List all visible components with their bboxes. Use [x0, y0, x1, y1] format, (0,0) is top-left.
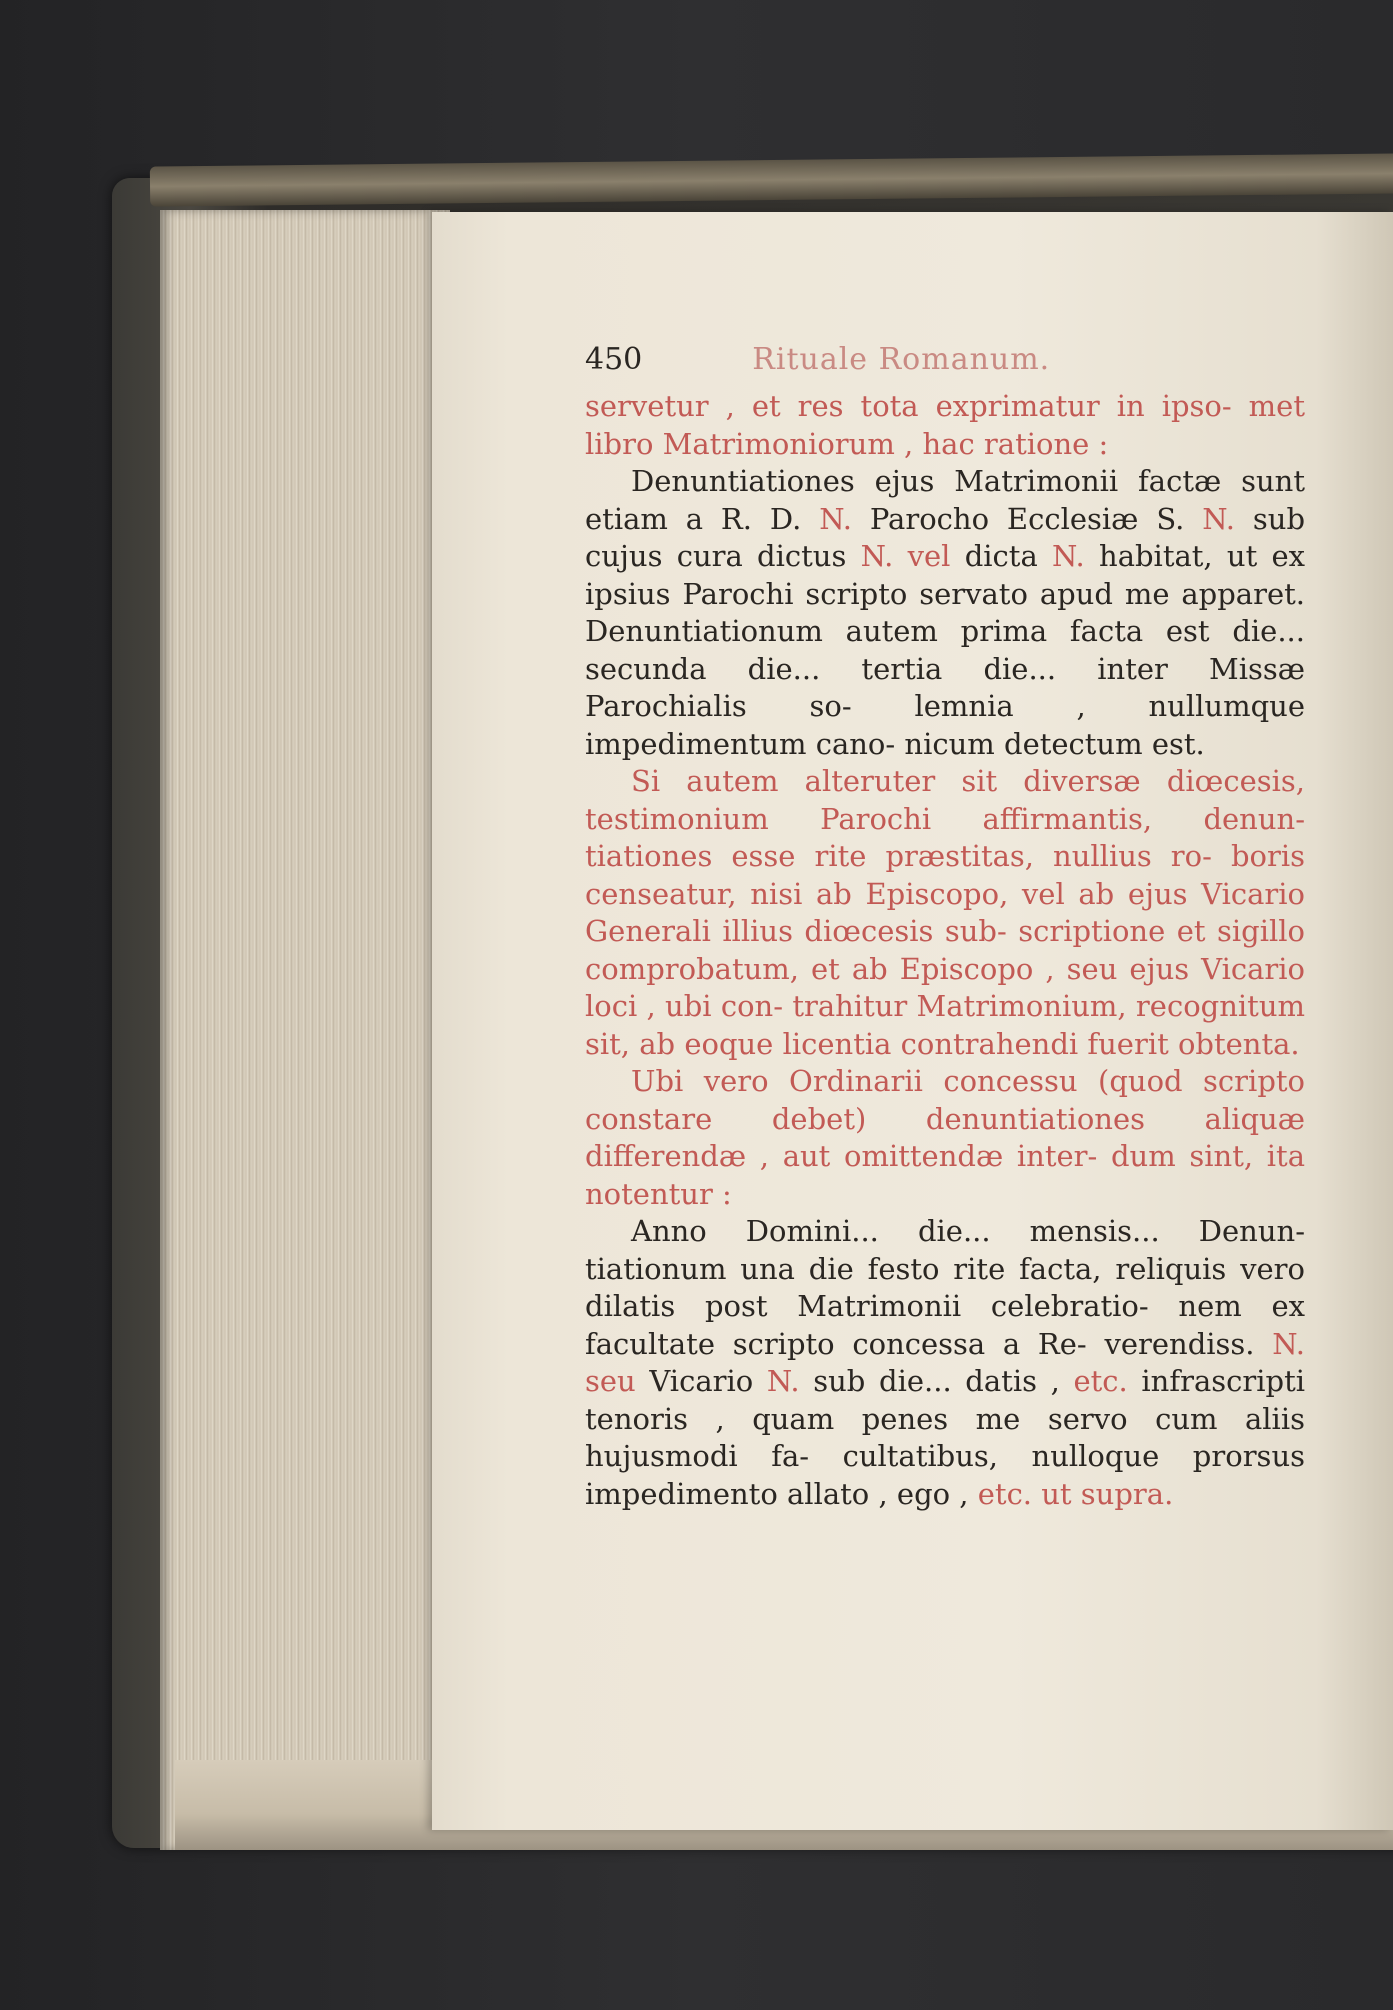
red-run: N. — [819, 501, 852, 536]
page-number: 450 — [585, 342, 643, 377]
page-text-block — [585, 340, 1305, 1513]
text-run: sub cujus cura dictus — [585, 501, 1306, 573]
text-run: Denuntiationes ejus Matrimonii factæ sunt etiam a R. D. — [585, 464, 1305, 536]
rubric-paragraph-2: Si autem alteruter sit diversæ diœcesis, testimonium Parochi affirmantis, denun- tiationes esse rite præstitas, nullius ro- boris censeatur, nisi ab Episcopo, vel ab ejus Vicario Generali illius diœcesis sub- scriptione et sigillo comprobatum, et ab Episcopo , seu ejus Vicario loci , ubi con- trahitur Matrimonium, recognitum sit, ab eoque licentia contrahendi fuerit obtenta. — [585, 764, 1305, 1061]
red-run: etc. ut supra. — [977, 1476, 1174, 1511]
page-header — [585, 340, 1305, 380]
text-run: Parocho Ecclesiæ S. — [869, 501, 1185, 536]
text-run: Vicario — [649, 1364, 754, 1398]
rubric-paragraph-1: servetur , et res tota exprimatur in ipso- met libro Matrimoniorum , hac ratione : — [585, 389, 1305, 461]
rubric-paragraph-3: Ubi vero Ordinarii concessu (quod scripto constare debet) denuntiationes aliquæ differendæ , aut omittendæ inter- dum sint, ita notentur : — [585, 1064, 1305, 1211]
red-run: N. — [1052, 539, 1085, 573]
formula-paragraph-2 — [585, 1213, 1305, 1513]
text-run: habitat, ut ex ipsius Parochi scripto servato apud me apparet. Denuntiationum autem prima facta est die... secunda die... tertia die... inter Missæ Parochialis so- lemnia , nullumque impedimentum cano- nicum detectum est. — [585, 539, 1306, 761]
red-run: N. vel — [860, 539, 951, 573]
text-run: dicta — [964, 539, 1038, 573]
red-run: N. seu — [585, 1326, 1306, 1398]
red-run: N. — [1202, 501, 1236, 536]
red-run: etc. — [1073, 1364, 1128, 1398]
red-run: N. — [766, 1364, 800, 1398]
formula-paragraph-1 — [585, 463, 1305, 763]
text-run: Anno Domini... die... mensis... Denun- tiationum una die festo rite facta, reliquis vero dilatis post Matrimonii celebratio- nem ex facultate scripto concessa a Re- verendiss. — [585, 1214, 1305, 1361]
page-edges-stack — [160, 210, 450, 1850]
text-run: infrascripti tenoris , quam penes me servo cum aliis hujusmodi fa- cultatibus, nulloque prorsus impedimento allato , ego , — [585, 1364, 1305, 1511]
running-title: Rituale Romanum. — [752, 342, 1051, 377]
text-run: sub die... datis , — [813, 1364, 1060, 1398]
